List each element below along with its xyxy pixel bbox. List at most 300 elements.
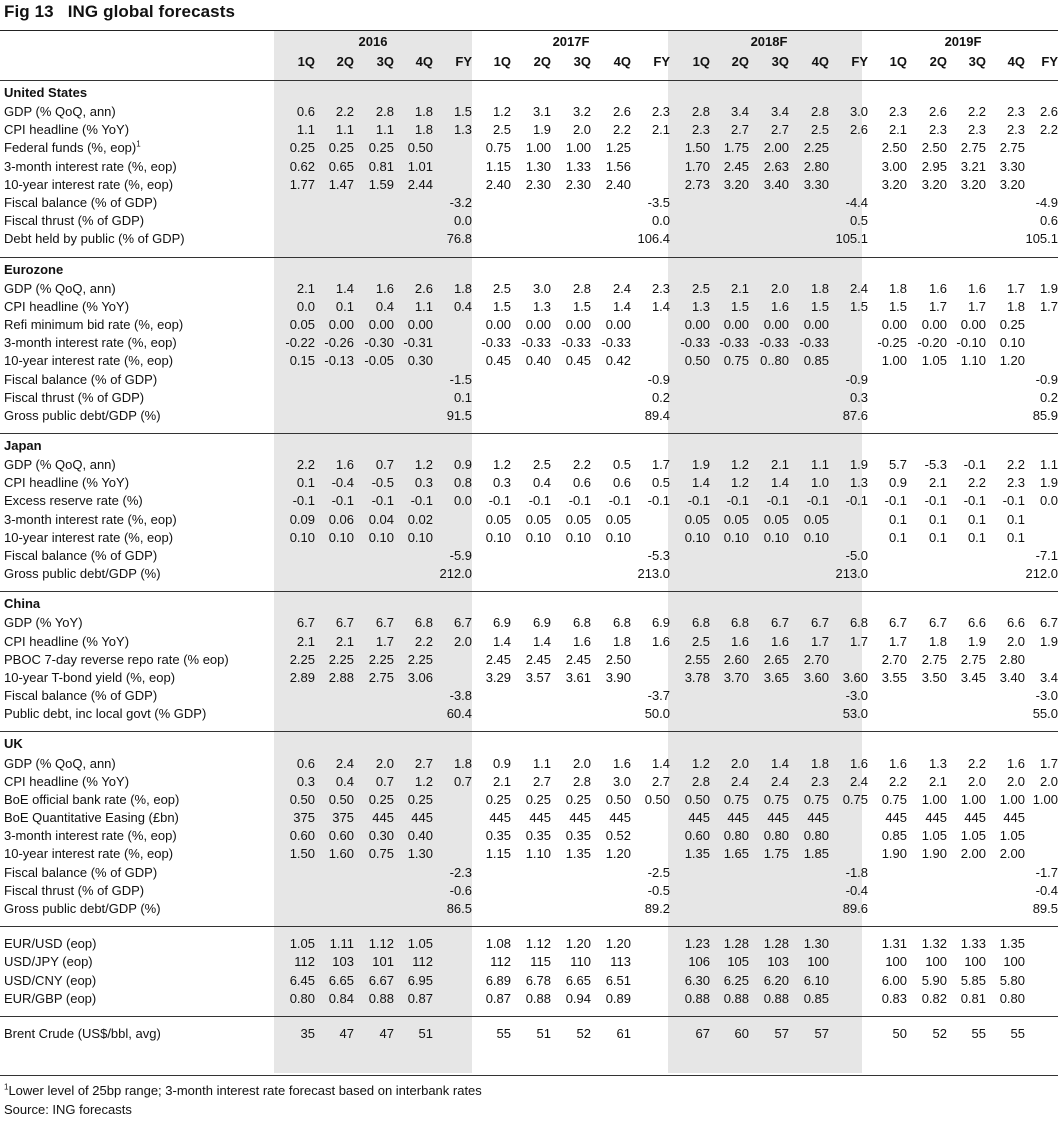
- row-label-text: CPI headline (% YoY): [4, 475, 130, 491]
- value-cell: 86.5: [446, 901, 473, 917]
- value-cell: 47: [339, 1025, 354, 1041]
- value-cell: [394, 565, 433, 583]
- row-label: [0, 456, 274, 474]
- value-cell: [789, 864, 829, 882]
- value-cell: [433, 669, 472, 687]
- value-cell: 1.6: [967, 280, 987, 296]
- value-cell: -0.1: [528, 493, 552, 509]
- row-label-text: Fiscal thrust (% of GDP): [4, 213, 145, 229]
- value-cell: 0.10: [407, 529, 433, 545]
- value-cell: 1.15: [485, 846, 512, 862]
- value-cell: 1.4: [651, 298, 671, 314]
- value-cell: -0.33: [799, 335, 830, 351]
- value-cell: 1.4: [770, 755, 790, 771]
- value-cell: 0.50: [644, 791, 671, 807]
- value-cell: [868, 407, 907, 425]
- value-cell: [907, 194, 947, 212]
- value-cell: 5.85: [960, 972, 987, 988]
- value-cell: 0.89: [605, 990, 632, 1006]
- section-header-row: [0, 592, 1058, 615]
- value-cell: -1.7: [1035, 864, 1058, 880]
- value-cell: [868, 864, 907, 882]
- table-row: [0, 651, 1058, 669]
- value-cell: [829, 651, 868, 669]
- value-cell: 0.25: [525, 791, 552, 807]
- value-cell: 1.8: [612, 633, 632, 649]
- value-cell: 2.8: [572, 280, 592, 296]
- table-row: [0, 103, 1058, 121]
- value-cell: -0.1: [647, 493, 671, 509]
- table-row: [0, 705, 1058, 723]
- value-cell: -0.9: [845, 371, 869, 387]
- value-cell: 0.80: [999, 990, 1026, 1006]
- value-cell: 1.05: [921, 353, 948, 369]
- value-cell: 1.90: [921, 846, 948, 862]
- value-cell: [591, 565, 631, 583]
- value-cell: 1.2: [492, 457, 512, 473]
- value-cell: 1.00: [881, 353, 908, 369]
- value-cell: 5.7: [888, 457, 908, 473]
- value-cell: 1.3: [532, 298, 552, 314]
- value-cell: 1.1: [335, 122, 354, 138]
- value-cell: [631, 972, 670, 990]
- value-cell: -0.1: [963, 493, 987, 509]
- value-cell: 1.3: [691, 298, 711, 314]
- value-cell: 445: [569, 810, 592, 826]
- value-cell: 6.10: [803, 972, 830, 988]
- section-title: Japan: [4, 438, 42, 453]
- value-cell: 0.4: [335, 773, 354, 789]
- value-cell: [591, 864, 631, 882]
- value-cell: [670, 389, 710, 407]
- value-cell: [829, 352, 868, 370]
- value-cell: 0.75: [723, 353, 750, 369]
- divider-cell: [0, 425, 1058, 434]
- value-cell: [472, 547, 511, 565]
- value-cell: 1.30: [407, 846, 433, 862]
- value-cell: 2.3: [651, 104, 671, 120]
- value-cell: 2.0: [375, 755, 394, 771]
- value-cell: 0.75: [763, 791, 790, 807]
- value-cell: 0..80: [760, 353, 790, 369]
- table-row: [0, 298, 1058, 316]
- value-cell: 6.6: [967, 615, 987, 631]
- quarter-header: 3Q: [376, 54, 394, 69]
- value-cell: -5.3: [647, 548, 671, 564]
- row-label: [0, 651, 274, 669]
- value-cell: 55: [496, 1025, 512, 1041]
- value-cell: 2.8: [810, 104, 830, 120]
- value-cell: -0.20: [917, 335, 948, 351]
- value-cell: 0.10: [684, 529, 711, 545]
- value-cell: 2.6: [612, 104, 632, 120]
- value-cell: 91.5: [446, 407, 473, 423]
- value-cell: [789, 705, 829, 723]
- row-label-text: Gross public debt/GDP (%): [4, 407, 161, 423]
- value-cell: 0.2: [651, 389, 671, 405]
- value-cell: 2.2: [967, 104, 987, 120]
- value-cell: 1.2: [414, 457, 433, 473]
- value-cell: [710, 687, 749, 705]
- value-cell: 3.45: [960, 669, 987, 685]
- quarter-header: 2Q: [533, 54, 552, 69]
- value-cell: 2.1: [335, 633, 354, 649]
- value-cell: 0.8: [453, 475, 473, 491]
- value-cell: -0.10: [956, 335, 987, 351]
- value-cell: 50.0: [644, 706, 671, 722]
- value-cell: 2.5: [810, 122, 830, 138]
- value-cell: 0.5: [849, 213, 869, 229]
- table-row: [0, 791, 1058, 809]
- value-cell: [631, 827, 670, 845]
- value-cell: [749, 864, 789, 882]
- value-cell: 2.2: [967, 755, 987, 771]
- row-label: [0, 845, 274, 863]
- row-label: [0, 565, 274, 583]
- value-cell: 1.1: [296, 122, 315, 138]
- figure-number: Fig 13: [4, 2, 54, 21]
- value-cell: 2.6: [414, 280, 433, 296]
- value-cell: -2.3: [449, 864, 473, 880]
- value-cell: 0.10: [525, 529, 552, 545]
- row-label-text: Fiscal thrust (% of GDP): [4, 389, 145, 405]
- table-row: [0, 158, 1058, 176]
- value-cell: 60.4: [446, 706, 473, 722]
- value-cell: [670, 194, 710, 212]
- value-cell: -0.33: [481, 335, 512, 351]
- value-cell: 55.0: [1032, 706, 1058, 722]
- value-cell: 50: [892, 1025, 908, 1041]
- value-cell: -0.30: [364, 335, 394, 351]
- row-label: [0, 633, 274, 651]
- value-cell: [433, 334, 472, 352]
- value-cell: [433, 845, 472, 863]
- value-cell: [749, 547, 789, 565]
- value-cell: 0.1: [1006, 529, 1026, 545]
- value-cell: [829, 809, 868, 827]
- footnote-text: Lower level of 25bp range; 3-month interest rate forecast based on interbank rates: [8, 1083, 482, 1098]
- value-cell: 1.4: [532, 633, 552, 649]
- row-label: [0, 334, 274, 352]
- value-cell: 6.20: [763, 972, 790, 988]
- value-cell: 0.1: [1006, 511, 1026, 527]
- value-cell: 0.05: [605, 511, 632, 527]
- value-cell: [274, 547, 315, 565]
- value-cell: [433, 651, 472, 669]
- value-cell: 1.8: [414, 104, 433, 120]
- value-cell: 3.78: [684, 669, 711, 685]
- value-cell: [868, 900, 907, 918]
- value-cell: 2.45: [565, 651, 592, 667]
- value-cell: 445: [529, 810, 552, 826]
- value-cell: 2.70: [881, 651, 908, 667]
- value-cell: [631, 139, 670, 157]
- value-cell: 0.00: [960, 316, 987, 332]
- source-note: Source: ING forecasts: [4, 1102, 132, 1117]
- value-cell: [433, 352, 472, 370]
- value-cell: 2.75: [368, 669, 394, 685]
- value-cell: [907, 565, 947, 583]
- value-cell: [354, 230, 394, 248]
- value-cell: 3.0: [849, 104, 869, 120]
- value-cell: 100: [925, 954, 948, 970]
- section-divider: [0, 918, 1058, 927]
- value-cell: 1.6: [849, 755, 869, 771]
- value-cell: [315, 370, 354, 388]
- value-cell: 1.50: [289, 846, 315, 862]
- value-cell: 51: [418, 1025, 433, 1041]
- section-title: Eurozone: [4, 261, 64, 277]
- value-cell: [789, 547, 829, 565]
- row-label-text: GDP (% QoQ, ann): [4, 104, 116, 120]
- value-cell: 1.8: [810, 280, 830, 296]
- value-cell: 87.6: [842, 407, 869, 423]
- table-row: [0, 809, 1058, 827]
- value-cell: 1.1: [1039, 457, 1058, 473]
- value-cell: 6.65: [565, 972, 592, 988]
- row-label: [0, 754, 274, 772]
- value-cell: 0.7: [453, 773, 473, 789]
- value-cell: 2.63: [763, 158, 790, 174]
- value-cell: [631, 511, 670, 529]
- value-cell: [433, 139, 472, 157]
- value-cell: -0.31: [403, 335, 433, 351]
- section-divider: [0, 425, 1058, 434]
- value-cell: 0.1: [888, 511, 908, 527]
- year-header: 2018F: [750, 34, 788, 49]
- value-cell: [551, 565, 591, 583]
- value-cell: [789, 407, 829, 425]
- value-cell: 2.7: [414, 755, 433, 771]
- value-cell: 0.00: [565, 316, 592, 332]
- row-label: [0, 511, 274, 529]
- value-cell: 1.3: [453, 122, 473, 138]
- value-cell: 0.4: [453, 298, 473, 314]
- value-cell: 2.0: [967, 773, 987, 789]
- value-cell: [394, 547, 433, 565]
- value-cell: -4.9: [1035, 195, 1058, 211]
- value-cell: [907, 212, 947, 230]
- value-cell: [472, 212, 511, 230]
- value-cell: [829, 529, 868, 547]
- value-cell: -0.1: [1002, 493, 1026, 509]
- value-cell: 0.00: [485, 316, 512, 332]
- value-cell: 2.65: [763, 651, 790, 667]
- value-cell: [868, 370, 907, 388]
- value-cell: 375: [293, 810, 315, 826]
- value-cell: 1.77: [289, 176, 315, 192]
- value-cell: 2.3: [1006, 122, 1026, 138]
- value-cell: 445: [609, 810, 632, 826]
- value-cell: -0.33: [521, 335, 552, 351]
- value-cell: 0.15: [289, 353, 315, 369]
- value-cell: [1025, 176, 1058, 194]
- value-cell: 67: [695, 1025, 711, 1041]
- value-cell: 1.65: [723, 846, 750, 862]
- row-label-text: 3-month interest rate (%, eop): [4, 335, 177, 351]
- row-label-text: EUR/GBP (eop): [4, 990, 97, 1006]
- table-row: [0, 121, 1058, 139]
- value-cell: 89.2: [644, 901, 671, 917]
- spacer-row: [0, 1016, 1058, 1025]
- value-cell: 2.7: [770, 122, 790, 138]
- value-cell: [631, 651, 670, 669]
- value-cell: 0.75: [881, 791, 908, 807]
- value-cell: 1.30: [803, 936, 830, 952]
- value-cell: [394, 194, 433, 212]
- value-cell: 1.20: [999, 353, 1026, 369]
- value-cell: [274, 565, 315, 583]
- value-cell: [947, 389, 986, 407]
- value-cell: 2.2: [612, 122, 632, 138]
- value-cell: [315, 407, 354, 425]
- value-cell: [394, 900, 433, 918]
- value-cell: 1.1: [375, 122, 394, 138]
- value-cell: [907, 864, 947, 882]
- value-cell: [591, 370, 631, 388]
- table-row: [0, 139, 1058, 157]
- value-cell: [1025, 139, 1058, 157]
- value-cell: 0.40: [407, 828, 433, 844]
- value-cell: [670, 212, 710, 230]
- table-row: [0, 565, 1058, 583]
- value-cell: [829, 990, 868, 1008]
- value-cell: [315, 900, 354, 918]
- value-cell: 0.10: [723, 529, 750, 545]
- value-cell: 2.30: [565, 176, 592, 192]
- row-label: [0, 990, 274, 1008]
- value-cell: [274, 230, 315, 248]
- value-cell: -0.13: [324, 353, 354, 369]
- value-cell: 1.8: [453, 280, 473, 296]
- value-cell: [947, 407, 986, 425]
- value-cell: 0.94: [565, 990, 592, 1006]
- value-cell: [354, 687, 394, 705]
- row-label-text: 10-year interest rate (%, eop): [4, 529, 174, 545]
- value-cell: 0.4: [532, 475, 552, 491]
- value-cell: 76.8: [446, 231, 473, 247]
- value-cell: 0.30: [368, 828, 394, 844]
- value-cell: 1.01: [407, 158, 433, 174]
- value-cell: 0.84: [328, 990, 354, 1006]
- value-cell: [472, 900, 511, 918]
- value-cell: 2.2: [296, 457, 315, 473]
- value-cell: [749, 389, 789, 407]
- value-cell: [591, 882, 631, 900]
- section-title: China: [4, 596, 41, 612]
- value-cell: 2.75: [960, 140, 987, 156]
- value-cell: 3.30: [803, 176, 830, 192]
- value-cell: 0.05: [763, 511, 790, 527]
- value-cell: 1.12: [525, 936, 552, 952]
- value-cell: [591, 212, 631, 230]
- value-cell: [947, 194, 986, 212]
- value-cell: [472, 370, 511, 388]
- value-cell: 3.65: [763, 669, 790, 685]
- value-cell: 3.50: [921, 669, 948, 685]
- value-cell: 6.25: [723, 972, 750, 988]
- value-cell: 105.1: [835, 231, 869, 247]
- header-blank: [0, 52, 274, 72]
- quarter-header: FY: [653, 54, 671, 69]
- value-cell: 212.0: [1025, 566, 1058, 582]
- value-cell: 103: [332, 954, 354, 970]
- value-cell: 1.11: [329, 936, 354, 952]
- value-cell: [433, 1025, 472, 1043]
- value-cell: 6.7: [770, 615, 790, 631]
- value-cell: 0.25: [368, 140, 394, 156]
- value-cell: -0.5: [371, 475, 394, 491]
- value-cell: 0.40: [525, 353, 552, 369]
- value-cell: 1.25: [605, 140, 632, 156]
- value-cell: 1.9: [1039, 280, 1058, 296]
- value-cell: 0.00: [328, 316, 354, 332]
- table-row: [0, 547, 1058, 565]
- value-cell: 3.2: [572, 104, 592, 120]
- value-cell: 2.0: [572, 122, 592, 138]
- value-cell: [591, 230, 631, 248]
- value-cell: 0.10: [565, 529, 592, 545]
- value-cell: 0.30: [407, 353, 433, 369]
- value-cell: [551, 389, 591, 407]
- row-label: [0, 474, 274, 492]
- divider-cell: [0, 918, 1058, 927]
- value-cell: [947, 212, 986, 230]
- value-cell: 2.1: [928, 773, 948, 789]
- value-cell: 0.60: [328, 828, 354, 844]
- row-label-text: Refi minimum bid rate (%, eop): [4, 316, 184, 332]
- value-cell: [433, 953, 472, 971]
- row-label-text: GDP (% YoY): [4, 615, 83, 631]
- value-cell: 1.4: [612, 298, 632, 314]
- value-cell: [472, 864, 511, 882]
- value-cell: 0.50: [684, 353, 711, 369]
- value-cell: 6.8: [730, 615, 750, 631]
- value-cell: 3.40: [999, 669, 1026, 685]
- divider-cell: [0, 72, 1058, 81]
- value-cell: [511, 882, 551, 900]
- value-cell: [1025, 972, 1058, 990]
- value-cell: 0.02: [407, 511, 433, 527]
- table-row: [0, 316, 1058, 334]
- value-cell: [829, 1025, 868, 1043]
- value-cell: 2.3: [810, 773, 830, 789]
- value-cell: 2.80: [999, 651, 1026, 667]
- value-cell: [1025, 827, 1058, 845]
- value-cell: 1.90: [881, 846, 908, 862]
- value-cell: [631, 990, 670, 1008]
- value-cell: 47: [379, 1025, 394, 1041]
- value-cell: [670, 882, 710, 900]
- year-header: 2016: [358, 34, 388, 49]
- value-cell: 2.0: [1039, 773, 1058, 789]
- value-cell: -0.9: [647, 371, 671, 387]
- value-cell: [511, 194, 551, 212]
- value-cell: [315, 687, 354, 705]
- value-cell: [749, 687, 789, 705]
- value-cell: 0.7: [375, 457, 394, 473]
- spacer-row: [0, 1043, 1058, 1051]
- value-cell: 0.83: [881, 990, 908, 1006]
- value-cell: 0.80: [763, 828, 790, 844]
- value-cell: 1.6: [1006, 755, 1026, 771]
- value-cell: 2.0: [1006, 773, 1026, 789]
- value-cell: 3.40: [763, 176, 790, 192]
- row-label: [0, 935, 274, 953]
- row-label-text: GDP (% QoQ, ann): [4, 280, 116, 296]
- value-cell: [354, 565, 394, 583]
- quarter-header: 1Q: [297, 54, 315, 69]
